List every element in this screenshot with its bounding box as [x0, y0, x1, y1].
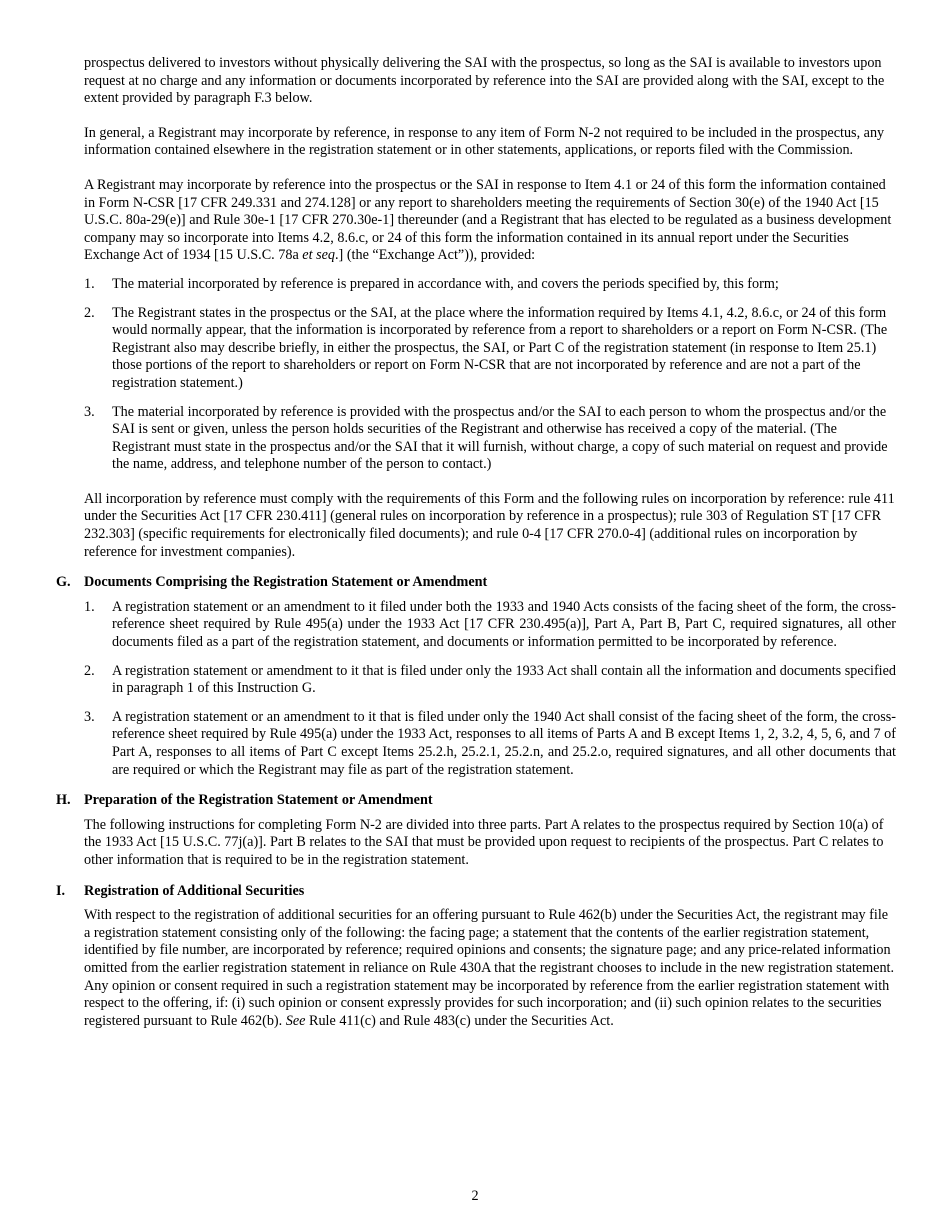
list-number: 2. — [84, 662, 95, 679]
section-g-item-3 — [84, 709, 896, 779]
section-title: Documents Comprising the Registration Statement or Amendment — [84, 574, 488, 591]
provision-item-2 — [84, 305, 896, 393]
list-text: A registration statement or amendment to it that is filed under only the 1933 Act shall contain all the information and documents specified in paragraph 1 of this Instruction G. — [112, 662, 896, 697]
section-g-item-1 — [84, 599, 896, 652]
list-number: 1. — [84, 275, 95, 292]
section-letter: G. — [56, 574, 71, 591]
list-number: 1. — [84, 598, 95, 615]
list-number: 2. — [84, 304, 95, 321]
intro-paragraph-3 — [84, 177, 896, 265]
intro-paragraph-3-tail: .] (the “Exchange Act”)), provided: — [335, 247, 536, 264]
section-i-tail: Rule 411(c) and Rule 483(c) under the Securities Act. — [305, 1012, 614, 1029]
list-text: The material incorporated by reference is provided with the prospectus and/or the SAI to each person to whom the prospectus and/or the SAI is sent or given, unless the person holds securities of the Registrant and otherwise has received a copy of the material. (The Registrant must state in the prospectus and/or the SAI that it will furnish, without charge, a copy of such material on request and provide the name, address, and telephone number of the person to contact.) — [112, 403, 888, 473]
section-i-heading — [56, 883, 896, 901]
intro-paragraph-2: In general, a Registrant may incorporate by reference, in response to any item of Form N-2 not required to be included in the prospectus, any information contained elsewhere in the registration statement or in other statements, applications, or reports filed with the Commission. — [84, 124, 885, 159]
intro-paragraph-3-italic: et seq — [302, 247, 335, 264]
section-h-heading — [56, 792, 896, 810]
intro-paragraph-3-text: A Registrant may incorporate by reference into the prospectus or the SAI in response to Item 4.1 or 24 of this form the information contained in Form N-CSR [17 CFR 249.331 and 274.128] or any report to shareholders meeting the requirements of Section 30(e) of the 1940 Act [15 U.S.C. 80a-29(e)] and Rule 30e-1 [17 CFR 270.30e-1] thereunder (and a Registrant that has elected to be regulated as a business development company may so incorporate into Items 4.2, 8.6.c, or 24 of this form the information contained in its annual report under the Securities Exchange Act of 1934 [15 U.S.C. 78a — [84, 176, 892, 264]
section-letter: I. — [56, 882, 66, 899]
list-text: The material incorporated by reference is prepared in accordance with, and covers the periods specified by, this form; — [112, 275, 779, 292]
page-number: 2 — [471, 1188, 479, 1204]
provision-item-3 — [84, 404, 896, 474]
intro-paragraph-1: prospectus delivered to investors without physically delivering the SAI with the prospectus, so long as the SAI is available to investors upon request at no charge and any information or documents incorporated by reference into the SAI are provided along with the SAI, except to the extent provided by paragraph F.3 below. — [84, 55, 885, 107]
section-h-body: The following instructions for completing Form N-2 are divided into three parts. Part A relates to the prospectus required by Section 10(a) of the 1933 Act [15 U.S.C. 77j(a)]. Part B relates to the SAI that must be provided upon request to recipients of the prospectus. Part C relates to other information that is required to be in the registration statement. — [84, 816, 884, 868]
section-i-text: With respect to the registration of additional securities for an offering pursuant to Rule 462(b) under the Securities Act, the registrant may file a registration statement consisting only of the following: the facing page; a statement that the contents of the earlier registration statement, identified by file number, are incorporated by reference; required opinions and consents; the signature page; and any price-related information omitted from the earlier registration statement in reliance on Rule 430A that the registrant chooses to include in the new registration statement. Any opinion or consent required in such a registration statement may be incorporated by reference from the earlier registration statement with respect to the offering, if: (i) such opinion or consent expressly provides for such incorporation; and (ii) such opinion relates to the securities registered pursuant to Rule 462(b). — [84, 907, 895, 1029]
section-i-body — [84, 907, 896, 1030]
list-number: 3. — [84, 403, 95, 420]
section-g-heading — [56, 574, 896, 592]
section-title: Registration of Additional Securities — [84, 882, 305, 899]
list-text: A registration statement or an amendment to it filed under both the 1933 and 1940 Acts consists of the facing sheet of the form, the cross-reference sheet required by Rule 495(a) under the 1933 Act [17 CFR 230.495(a)], Part A, Part B, Part C, required signatures, all other documents filed as a part of the registration statement, and documents or information permitted to be incorporated by reference. — [112, 598, 896, 651]
section-g-item-2 — [84, 663, 896, 698]
list-text: The Registrant states in the prospectus or the SAI, at the place where the information required by Items 4.1, 4.2, 8.6.c, or 24 of this form would normally appear, that the information is incorporated by reference from a report to shareholders or a report on Form N-CSR. (The Registrant also may describe briefly, in either the prospectus, the SAI, or Part C of the registration statement (in response to Item 25.1) those portions of the report to shareholders or report on Form N-CSR that are not incorporated by reference and are not a part of the registration statement.) — [112, 304, 888, 391]
page-content — [0, 55, 950, 1030]
intro-paragraph-4: All incorporation by reference must comply with the requirements of this Form and the following rules on incorporation by reference: rule 411 under the Securities Act [17 CFR 230.411] (general rules on incorporation by reference in a prospectus); rule 303 of Regulation ST [17 CFR 232.303] (specific requirements for electronically filed documents); and rule 0-4 [17 CFR 270.0-4] (additional rules on incorporation by reference for investment companies). — [84, 490, 895, 560]
list-number: 3. — [84, 708, 95, 725]
section-i-italic: See — [285, 1012, 306, 1029]
section-title: Preparation of the Registration Statement or Amendment — [84, 792, 433, 809]
provision-item-1 — [84, 276, 896, 294]
list-text: A registration statement or an amendment to it that is filed under only the 1940 Act shall consist of the facing sheet of the form, the cross-reference sheet required by Rule 495(a) under the 1933 Act, responses to all items of Parts A and B except Items 1, 2, 3.2, 4, 5, 6, and 7 of Part A, responses to all items of Part C except Items 25.2.h, 25.2.1, 25.2.n, and 25.2.o, required signatures, and all other documents that are required or which the Registrant may file as part of the registration statement. — [112, 708, 896, 778]
section-letter: H. — [56, 792, 71, 809]
